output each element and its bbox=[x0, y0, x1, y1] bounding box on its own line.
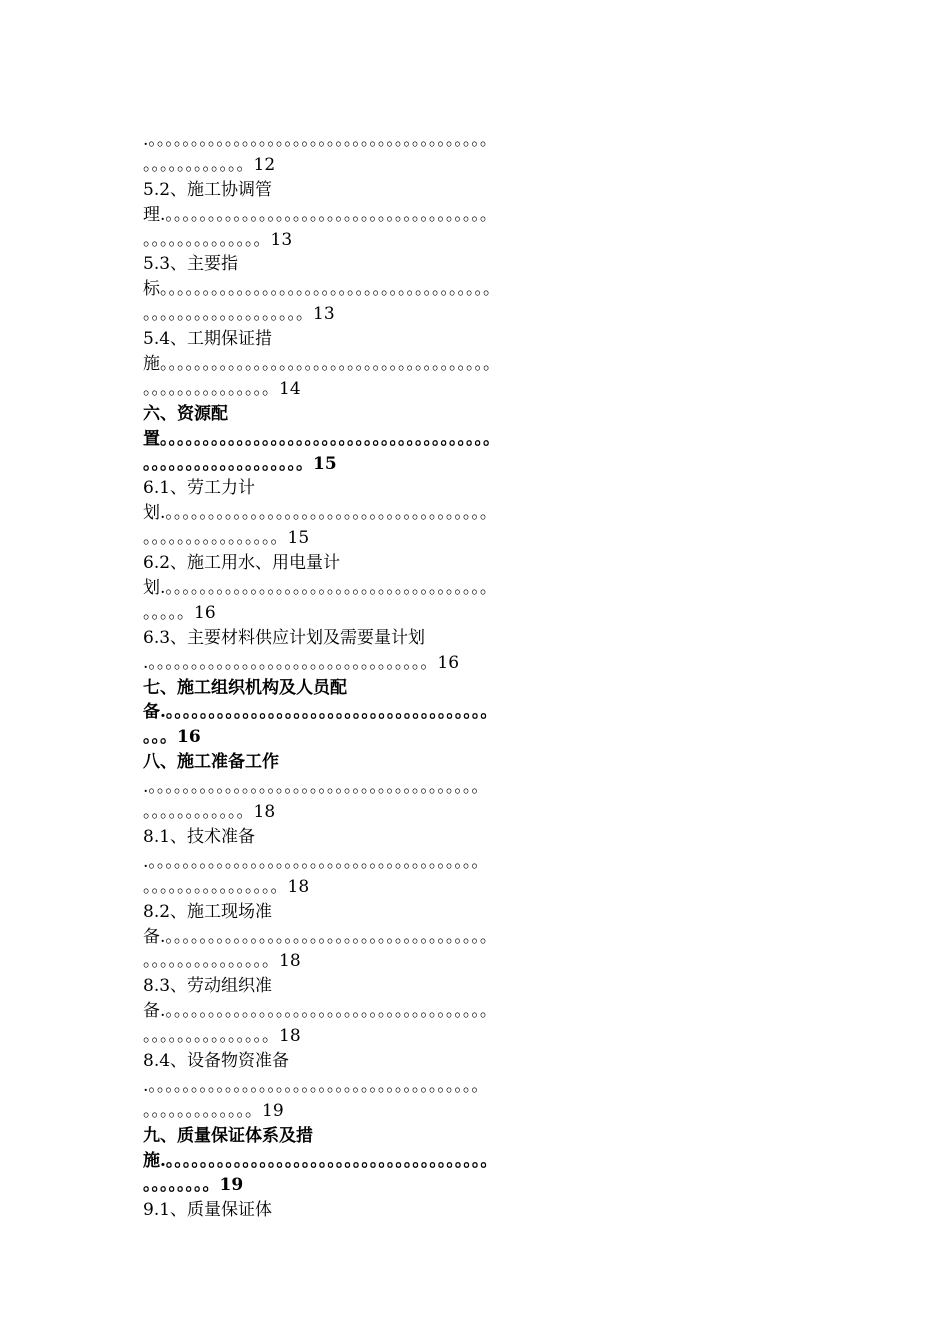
toc-line: 。。。。。。。。。。。。。。。14 bbox=[143, 378, 301, 399]
toc-line: 6.2、施工用水、用电量计 bbox=[143, 553, 341, 574]
toc-line: 5.4、工期保证措 bbox=[143, 329, 273, 350]
toc-line: .。。。。。。。。。。。。。。。。。。。。。。。。。。。。。。。。。。。。。。。。 bbox=[143, 130, 497, 150]
toc-heading: 八、施工准备工作 bbox=[143, 752, 279, 773]
toc-heading: 施.。。。。。。。。。。。。。。。。。。。。。。。。。。。。。。。。。。。。。。 bbox=[143, 1150, 498, 1171]
toc-line: 5.2、施工协调管 bbox=[143, 179, 273, 200]
toc-line: 备.。。。。。。。。。。。。。。。。。。。。。。。。。。。。。。。。。。。。。。 bbox=[143, 1001, 497, 1022]
toc-heading: 九、质量保证体系及措 bbox=[143, 1125, 313, 1146]
toc-heading: 置。。。。。。。。。。。。。。。。。。。。。。。。。。。。。。。。。。。。。。。 bbox=[143, 428, 500, 449]
toc-line: .。。。。。。。。。。。。。。。。。。。。。。。。。。。。。。。。。。。。。。。 bbox=[143, 777, 489, 798]
toc-line: 5.3、主要指 bbox=[143, 254, 239, 275]
toc-line: 划.。。。。。。。。。。。。。。。。。。。。。。。。。。。。。。。。。。。。。。 bbox=[143, 503, 497, 524]
toc-heading: 六、资源配 bbox=[143, 403, 228, 424]
toc-line: 划.。。。。。。。。。。。。。。。。。。。。。。。。。。。。。。。。。。。。。。 bbox=[143, 578, 497, 599]
toc-line: .。。。。。。。。。。。。。。。。。。。。。。。。。。。。。。。。。16 bbox=[143, 652, 460, 673]
toc-line: 8.3、劳动组织准 bbox=[143, 976, 273, 997]
toc-heading: 七、施工组织机构及人员配 bbox=[143, 677, 347, 698]
toc-line: 。。。。。。。。。。。。。。。。15 bbox=[143, 528, 310, 549]
toc-line: 。。。。。。。。。。。。。。。。18 bbox=[143, 876, 310, 897]
toc-heading: 备.。。。。。。。。。。。。。。。。。。。。。。。。。。。。。。。。。。。。。。 bbox=[143, 702, 498, 723]
toc-line: .。。。。。。。。。。。。。。。。。。。。。。。。。。。。。。。。。。。。。。。 bbox=[143, 1075, 489, 1096]
toc-line: 。。。。。。。。。。。。。。13 bbox=[143, 229, 293, 250]
toc-line: 8.4、设备物资准备 bbox=[143, 1050, 290, 1071]
toc-heading: 。。。。。。。。19 bbox=[143, 1175, 244, 1196]
toc-line: 6.3、主要材料供应计划及需要量计划 bbox=[143, 627, 426, 648]
toc-line: 8.1、技术准备 bbox=[143, 826, 256, 847]
toc-line: 备.。。。。。。。。。。。。。。。。。。。。。。。。。。。。。。。。。。。。。。 bbox=[143, 926, 497, 947]
toc-line: 。。。。。。。。。。。。12 bbox=[143, 154, 276, 175]
toc-line: 6.1、劳工力计 bbox=[143, 478, 256, 499]
toc-line: 。。。。。16 bbox=[143, 602, 216, 623]
toc-line: 施。。。。。。。。。。。。。。。。。。。。。。。。。。。。。。。。。。。。。。。 bbox=[143, 354, 500, 375]
toc-line: 8.2、施工现场准 bbox=[143, 901, 273, 922]
toc-line: .。。。。。。。。。。。。。。。。。。。。。。。。。。。。。。。。。。。。。。。 bbox=[143, 851, 489, 872]
toc-line: 9.1、质量保证体 bbox=[143, 1200, 273, 1221]
toc-line: 标。。。。。。。。。。。。。。。。。。。。。。。。。。。。。。。。。。。。。。。 bbox=[143, 279, 500, 300]
toc-line: 。。。。。。。。。。。。。。。18 bbox=[143, 951, 301, 972]
toc-heading: 。。。16 bbox=[143, 727, 201, 748]
toc-line: 。。。。。。。。。。。。。19 bbox=[143, 1100, 284, 1121]
toc-heading: 。。。。。。。。。。。。。。。。。。。15 bbox=[143, 453, 337, 474]
toc-line: 。。。。。。。。。。。。18 bbox=[143, 802, 276, 823]
toc-line: 。。。。。。。。。。。。。。。18 bbox=[143, 1026, 301, 1047]
table-of-contents bbox=[143, 128, 843, 1223]
toc-line: 。。。。。。。。。。。。。。。。。。。13 bbox=[143, 304, 335, 325]
toc-line: 理.。。。。。。。。。。。。。。。。。。。。。。。。。。。。。。。。。。。。。。 bbox=[143, 204, 497, 225]
